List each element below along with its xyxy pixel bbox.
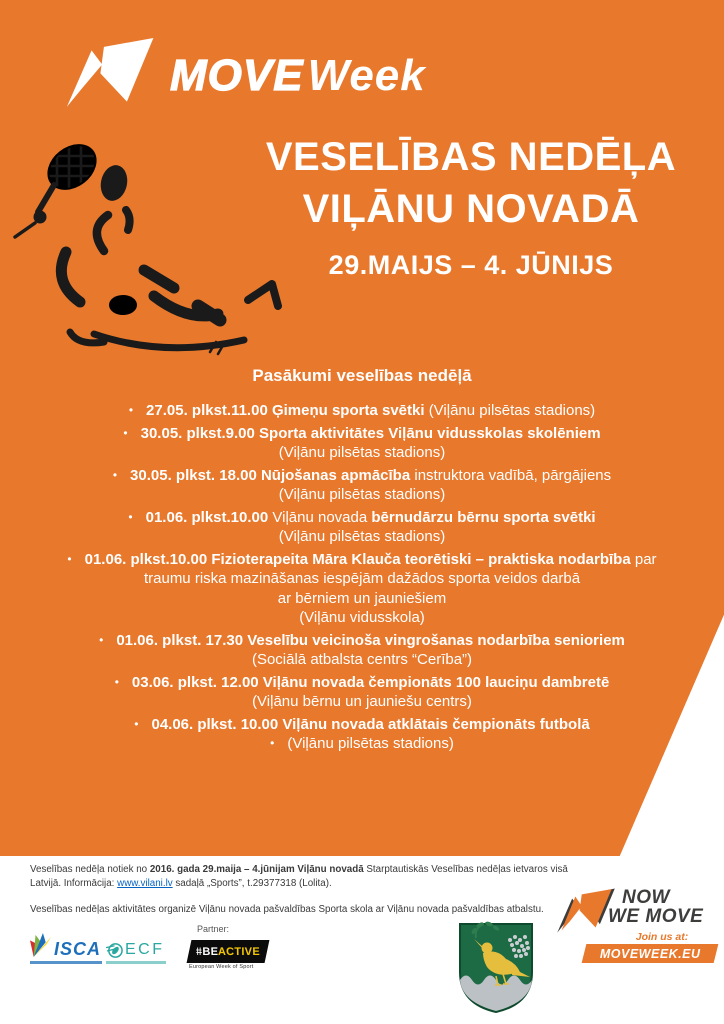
text-segment: 30.05. plkst.9.00 Sporta aktivitātes Viļānu vidusskolas skolēniem [140,424,601,442]
bullet-icon: • [112,467,118,482]
date-range: 29.MAIJS – 4. JŪNIJS [328,250,614,280]
isca-tagline-bar [30,961,102,964]
events-heading: Pasākumi veselības nedēļā [252,366,472,385]
event-item [32,508,692,547]
event-line [32,734,692,754]
beactive-box [187,940,270,963]
event-line [32,692,692,712]
text-segment: Viļānu novada [268,508,372,526]
event-item [32,424,692,463]
event-line [32,569,692,589]
isca-fan-icon [30,931,54,959]
event-line [32,715,692,735]
moveweek-url: MOVEWEEK.EU [599,946,701,961]
text-segment: 01.06. plkst.10.00 Fizioterapeita Māra Klauča teorētiski – praktiska nodarbība [84,550,631,568]
nwm-line1: NOW [622,887,670,908]
text-segment: Starptautiskās Veselības nedēļas ietvaros visā Latvijā. Informācija: [30,864,568,889]
moveweek-arrow-icon [58,34,164,118]
text-segment: 01.06. plkst.10.00 [145,508,269,526]
moveweek-logo [58,34,426,118]
event-item [32,673,692,712]
beactive-hash: #BE [194,946,220,958]
text-segment: traumu riska mazināšanas iespējām dažādos sporta veidos darbā [143,570,581,587]
text-segment: (Viļānu bērnu un jauniešu centrs) [252,693,472,710]
vilani-coat-of-arms [452,918,540,1018]
event-line [32,424,692,444]
bullet-icon: • [67,551,72,566]
title-line2: VIĻĀNU NOVADĀ [302,187,640,231]
event-line [32,527,692,547]
event-line [32,589,692,609]
event-line [32,508,692,528]
moveweek-logo-text [170,51,426,101]
join-us-label: Join us at: [635,931,689,943]
nwm-line2: WE MOVE [608,906,704,927]
text-segment: (Viļānu pilsētas stadions) [428,402,596,419]
event-line [32,673,692,693]
event-item [32,550,692,628]
bullet-icon: • [99,632,104,647]
isca-wordmark: ISCA [54,939,102,959]
event-line [32,608,692,628]
event-item [32,715,692,754]
text-segment: 27.05. plkst.11.00 Ģimeņu sporta svētki [146,402,429,419]
text-segment: 30.05. plkst. 18.00 Nūjošanas apmācība [130,466,411,484]
footer-paragraph-organizer: Veselības nedēļas aktivitātes organizē Viļānu novada pašvaldības Sporta skola ar Viļānu novada pašvaldības atbalstu. [30,904,544,915]
brand-move: MOVE [170,51,304,100]
event-line [32,550,692,570]
event-line [32,466,692,486]
events-list [32,401,692,757]
text-segment: (Viļānu pilsētas stadions) [287,735,454,752]
text-segment: 04.06. plkst. 10.00 Viļānu novada atklātais čempionāts futbolā [151,715,590,733]
text-segment: par [630,550,657,568]
text-segment: Veselības nedēļa notiek no [30,864,150,875]
text-segment: ar bērniem un jauniešiem [277,589,447,607]
vilani-link[interactable]: www.vilani.lv [117,877,173,889]
event-item [32,631,692,670]
text-segment: bērnudārzu bērnu sporta svētki [371,508,596,526]
event-line [32,401,692,421]
event-line [32,650,692,670]
ecf-tagline-bar [106,961,166,964]
text-segment: 01.06. plkst. 17.30 Veselību veicinoša vingrošanas nodarbība senioriem [116,631,625,649]
poster-title [238,131,704,235]
text-segment: (Viļānu pilsētas stadions) [278,528,446,545]
ecf-emblem-icon [106,942,123,959]
text-segment: (Viļānu pilsētas stadions) [278,486,446,503]
beactive-subtitle: European Week of Sport [189,964,254,970]
event-line [32,485,692,505]
brand-week: Week [307,51,426,100]
nowwemove-wordmark [608,887,704,927]
ecf-wordmark: ECF [125,941,165,958]
text-segment: (Viļānu pilsētas stadions) [278,444,446,461]
title-line1: VESELĪBAS NEDĒĻA [265,135,677,179]
ecf-logo [106,941,172,964]
bullet-icon: • [128,403,134,417]
text-segment: instruktora vadībā, pārgājiens [410,466,612,484]
nowwemove-logo [550,880,724,970]
footer-paragraph-info [30,863,590,890]
isca-logo [30,931,108,964]
event-item [32,466,692,505]
beactive-active: ACTIVE [216,946,262,958]
beactive-logo [189,940,281,970]
event-line [32,443,692,463]
bullet-icon: • [270,736,275,750]
partner-label: Partner: [197,924,230,934]
bullet-icon: • [134,716,139,731]
bullet-icon: • [114,674,119,689]
bullet-icon: • [123,425,128,440]
text-segment: (Viļānu vidusskola) [299,609,425,626]
text-segment: 03.06. plkst. 12.00 Viļānu novada čempionāts 100 lauciņu dambretē [131,673,610,691]
text-segment: (Sociālā atbalsta centrs “Cerība”) [251,651,473,668]
moveweek-url-banner [582,944,719,963]
event-item [32,401,692,421]
event-line [32,631,692,651]
text-segment: sadaļā „Sports”, t.29377318 (Lolita). [172,877,332,889]
bullet-icon: • [128,509,133,524]
text-segment: 2016. gada 29.maija – 4.jūnijam Viļānu novadā [149,864,364,875]
